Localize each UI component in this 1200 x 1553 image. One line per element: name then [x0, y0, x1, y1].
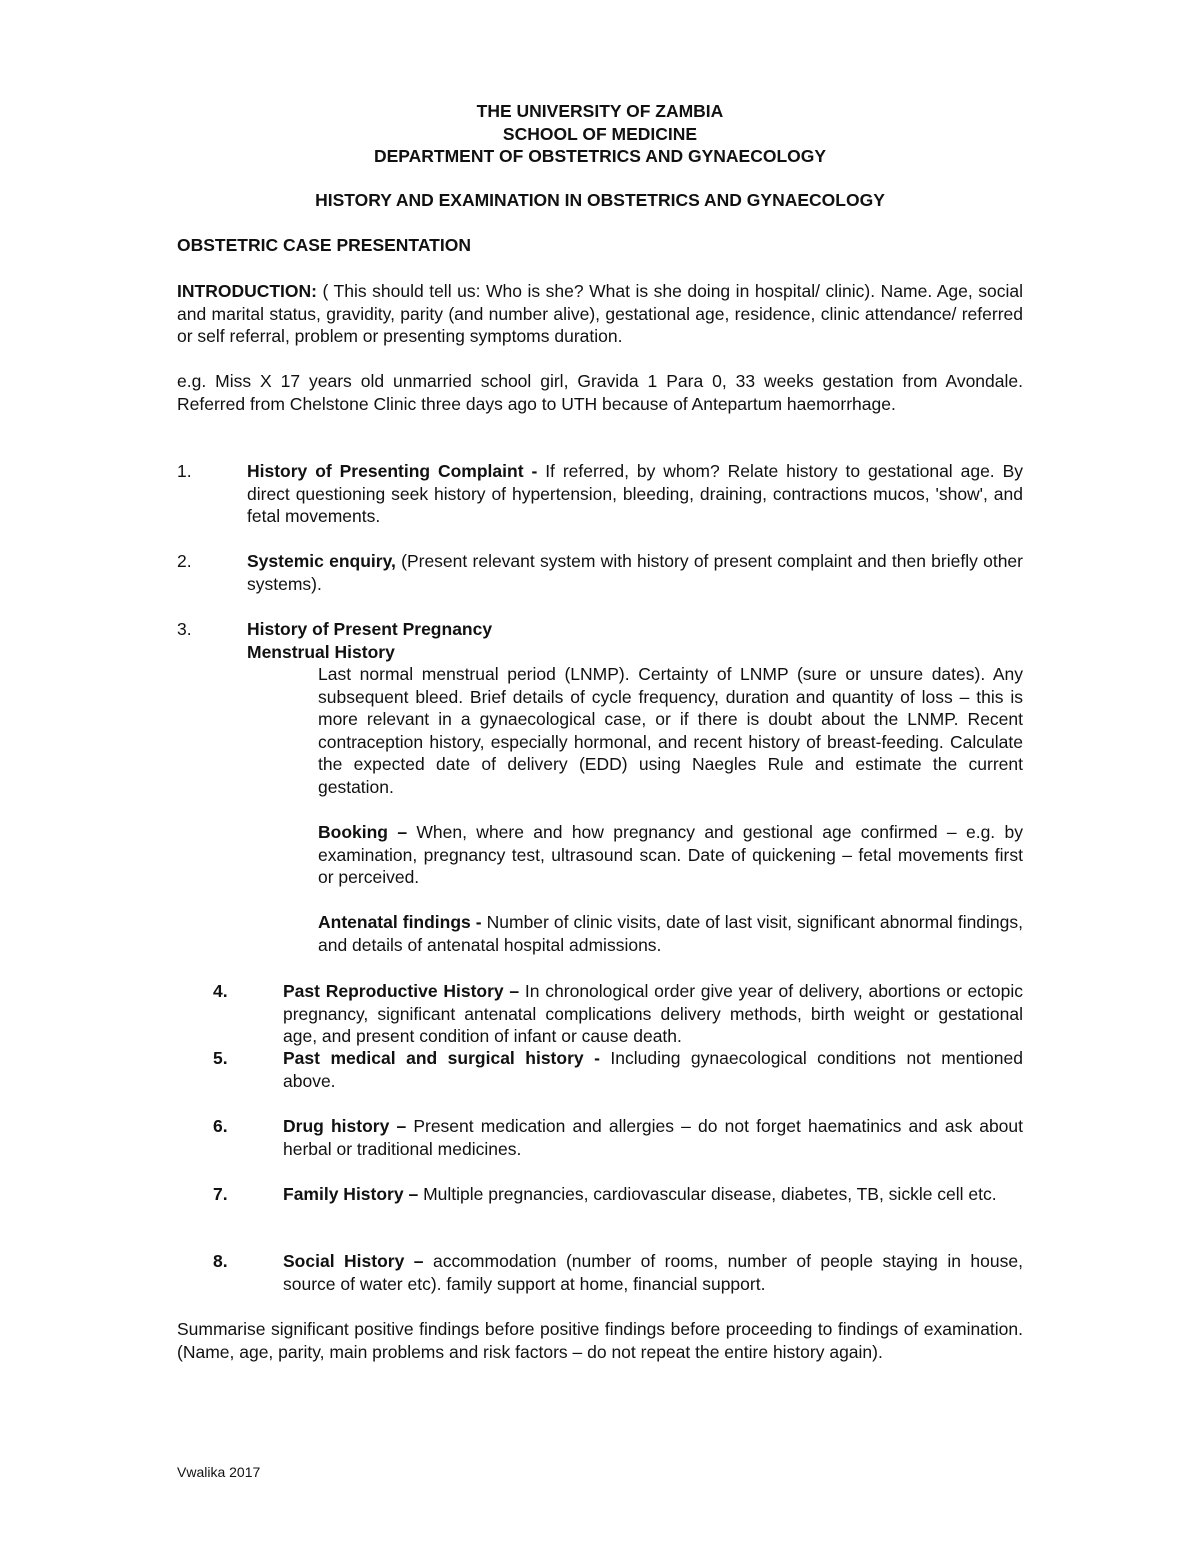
item-title: Systemic enquiry, [247, 551, 396, 571]
antenatal-text: Number of clinic visits, date of last visit, significant abnormal findings, and details of antenatal hospital admissions. [318, 912, 1024, 955]
booking-paragraph [318, 821, 1023, 889]
item-title: History of Present Pregnancy [247, 619, 493, 639]
document-title: HISTORY AND EXAMINATION IN OBSTETRICS AND GYNAECOLOGY [315, 190, 885, 210]
item-number: 3. [177, 619, 192, 639]
item-text: accommodation (number of rooms, number of people staying in house, source of water etc). family support at home, financial support. [283, 1251, 1023, 1294]
list-item-presenting-complaint [247, 460, 1023, 528]
item-text: (Present relevant system with history of present complaint and then briefly other systems). [247, 551, 1023, 594]
footer-author: Vwalika 2017 [177, 1464, 261, 1480]
item-title: Drug history – [283, 1116, 407, 1136]
item-title: Past medical and surgical history - [283, 1048, 600, 1068]
list-item-systemic-enquiry [247, 550, 1023, 595]
booking-label: Booking – [318, 822, 408, 842]
university-name: THE UNIVERSITY OF ZAMBIA [476, 101, 724, 121]
item-text: Including gynaecological conditions not mentioned above. [283, 1048, 1023, 1091]
item-number: 7. [213, 1184, 228, 1204]
item-number: 2. [177, 551, 192, 571]
menstrual-history-text: Last normal menstrual period (LNMP). Certainty of LNMP (sure or unsure dates). Any subsequent bleed. Brief details of cycle frequency, duration and quantity of loss – this is more relevant in a gynaecological case, or if there is doubt about the LNMP. Recent contraception history, especially hormonal, and recent history of breast-feeding. Calculate the expected date of delivery (EDD) using Naegles Rule and estimate the current gestation. [318, 664, 1023, 797]
item-number: 1. [177, 461, 192, 481]
introduction-paragraph [177, 280, 1023, 348]
list-item-family-history [283, 1183, 1023, 1206]
booking-text: When, where and how pregnancy and gestional age confirmed – e.g. by examination, pregnancy test, ultrasound scan. Date of quickening – fetal movements first or perceived. [318, 822, 1023, 887]
list-item-drug-history [283, 1115, 1023, 1160]
item-number: 6. [213, 1116, 228, 1136]
list-item-social-history [283, 1250, 1023, 1295]
menstrual-history-heading: Menstrual History [247, 641, 395, 662]
item-text: If referred, by whom? Relate history to gestational age. By direct questioning seek history of hypertension, bleeding, draining, contractions mucos, 'show', and fetal movements. [247, 461, 1024, 526]
item-text: Present medication and allergies – do not forget haematinics and ask about herbal or traditional medicines. [283, 1116, 1023, 1159]
antenatal-label: Antenatal findings - [318, 912, 482, 932]
document-header [0, 100, 1200, 168]
list-item-present-pregnancy [247, 618, 1023, 663]
item-title: Family History – [283, 1184, 419, 1204]
item-text: Multiple pregnancies, cardiovascular disease, diabetes, TB, sickle cell etc. [418, 1184, 997, 1204]
item-number: 5. [213, 1048, 228, 1068]
example-paragraph: e.g. Miss X 17 years old unmarried school girl, Gravida 1 Para 0, 33 weeks gestation from Avondale. Referred from Chelstone Clinic three days ago to UTH because of Antepartum haemorrhage. [177, 371, 1023, 414]
item-text: In chronological order give year of delivery, abortions or ectopic pregnancy, significant antenatal complications delivery methods, birth weight or gestational age, and present condition of infant or cause death. [283, 981, 1024, 1046]
item-number: 4. [213, 981, 228, 1001]
section-title: OBSTETRIC CASE PRESENTATION [177, 235, 471, 255]
school-name: SCHOOL OF MEDICINE [502, 123, 698, 144]
antenatal-paragraph [318, 911, 1023, 956]
item-title: Past Reproductive History – [283, 981, 520, 1001]
list-item-medical-history [283, 1047, 1023, 1092]
item-title: Social History – [283, 1251, 424, 1271]
list-item-reproductive-history [283, 980, 1023, 1048]
department-name: DEPARTMENT OF OBSTETRICS AND GYNAECOLOGY [373, 146, 827, 166]
item-title: History of Presenting Complaint - [247, 461, 538, 481]
item-number: 8. [213, 1251, 228, 1271]
introduction-text: ( This should tell us: Who is she? What is she doing in hospital/ clinic). Name. Age, social and marital status, gravidity, parity (and number alive), gestational age, residence, clinic attendance/ referred or self referral, problem or presenting symptoms duration. [177, 281, 1023, 346]
introduction-label: INTRODUCTION: [177, 281, 317, 301]
summary-paragraph: Summarise significant positive findings before positive findings before proceeding to findings of examination. (Name, age, parity, main problems and risk factors – do not repeat the entire history again). [177, 1319, 1023, 1362]
